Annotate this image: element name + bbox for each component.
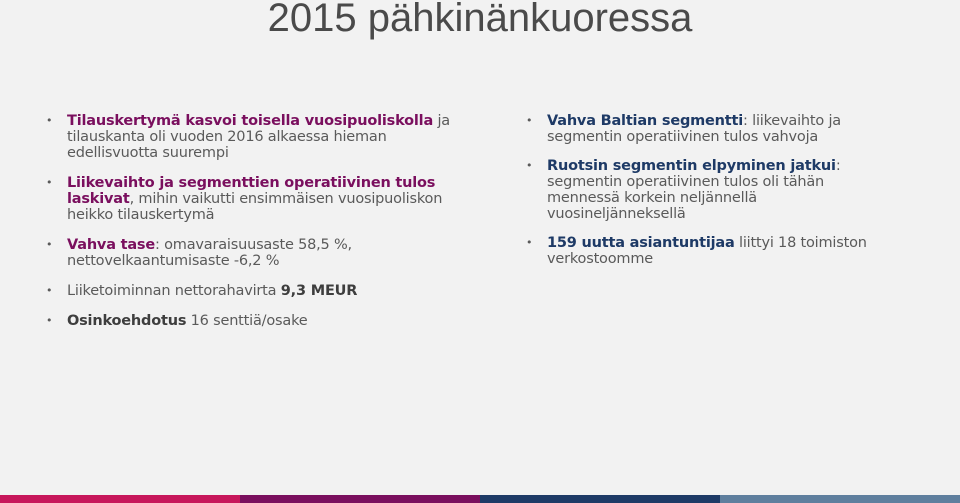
list-item (525, 235, 885, 267)
item-highlight: 9,3 MEUR (280, 283, 358, 299)
bar-segment-steel (720, 495, 960, 503)
item-highlight: Vahva Baltian segmentti (547, 113, 744, 129)
item-highlight: Osinkoehdotus (67, 313, 187, 329)
item-highlight: Vahva tase (67, 237, 156, 253)
item-text: : segmentin operatiivinen tulos oli tähän mennessä korkein neljännellä vuosineljänneksellä (547, 158, 841, 222)
bar-segment-navy (480, 495, 720, 503)
list-item (525, 113, 885, 145)
right-bullet-list (525, 113, 885, 267)
brand-color-bar (0, 495, 960, 503)
list-item (45, 313, 450, 329)
list-item (45, 237, 450, 269)
item-highlight: Liikevaihto ja segmenttien operatiivinen tulos laskivat (67, 175, 436, 207)
item-highlight: Ruotsin segmentin elpyminen jatkui (547, 158, 836, 174)
bar-segment-purple (240, 495, 480, 503)
item-text: Liiketoiminnan nettorahavirta (67, 283, 281, 299)
list-item (525, 158, 885, 222)
list-item (45, 283, 450, 299)
page-title: 2015 pähkinänkuoressa (267, 0, 693, 40)
list-item (45, 175, 450, 223)
item-text: : omavaraisuusaste 58,5 %, nettovelkaantumisaste -6,2 % (67, 237, 352, 269)
item-highlight: 159 uutta asiantuntijaa (547, 235, 735, 251)
list-item (45, 113, 450, 161)
left-bullet-list (45, 113, 450, 329)
item-text: : liikevaihto ja segmentin operatiivinen tulos vahvoja (547, 113, 841, 145)
item-text: 16 senttiä/osake (186, 313, 308, 329)
item-highlight: Tilauskertymä kasvoi toisella vuosipuoliskolla (67, 113, 434, 129)
item-text: ja tilauskanta oli vuoden 2016 alkaessa hieman edellisvuotta suurempi (67, 113, 450, 161)
item-text: liittyi 18 toimiston verkostoomme (547, 235, 867, 267)
bar-segment-pink (0, 495, 240, 503)
item-text: , mihin vaikutti ensimmäisen vuosipuoliskon heikko tilauskertymä (67, 191, 443, 223)
